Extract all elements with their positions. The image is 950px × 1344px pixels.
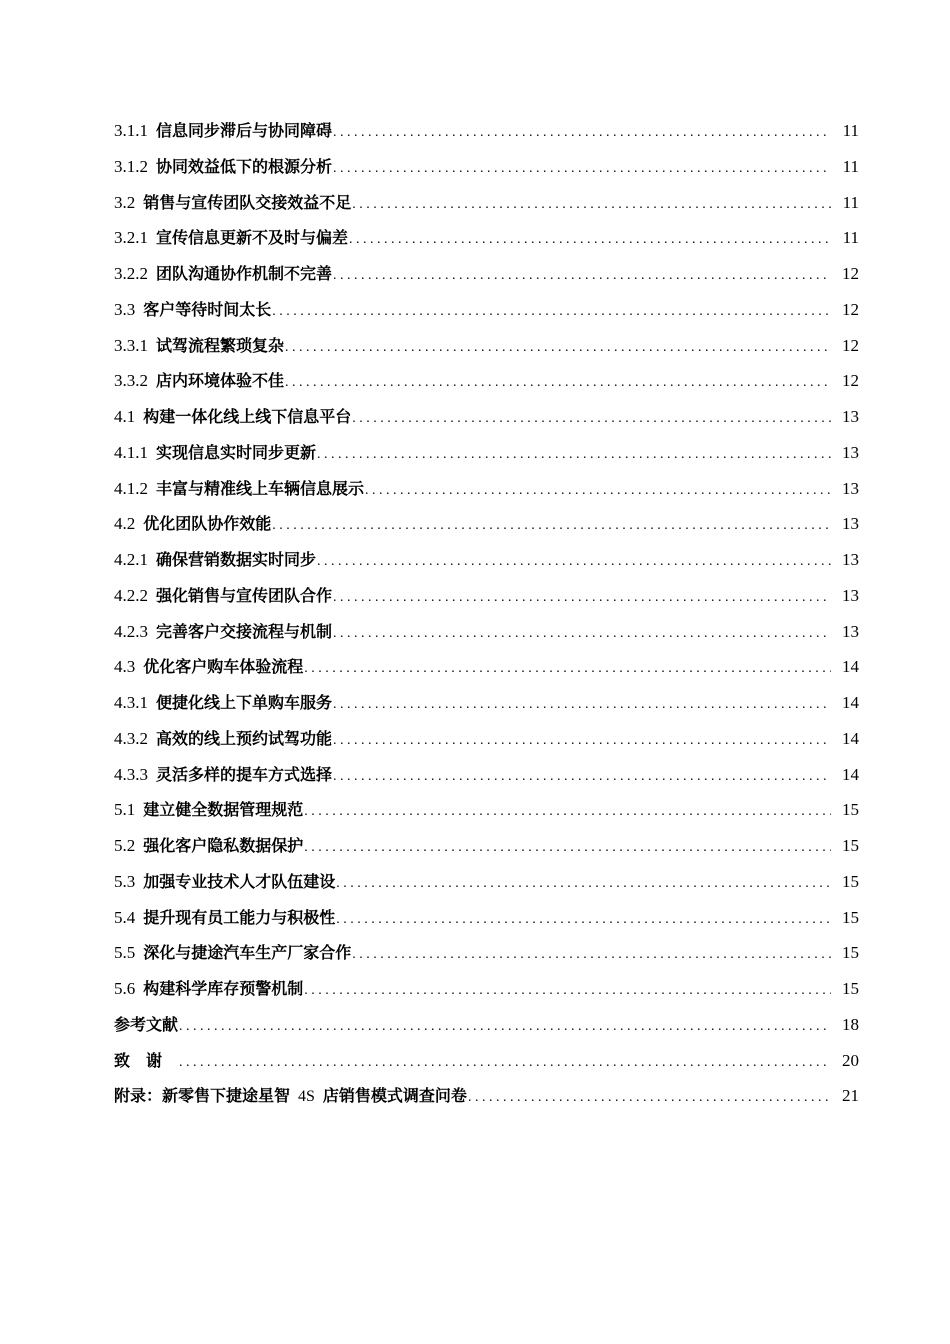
toc-dot-leader <box>333 580 831 616</box>
toc-dot-leader <box>352 401 831 437</box>
toc-section-number: 4.3.1 <box>114 693 148 712</box>
toc-entry[interactable] <box>114 614 859 650</box>
toc-section-number: 4.3 <box>114 657 136 677</box>
toc-dot-leader <box>272 508 831 544</box>
toc-entry[interactable] <box>114 935 859 971</box>
toc-section-number: 4.2.2 <box>114 585 148 605</box>
toc-section-number: 3.2 <box>114 192 136 212</box>
toc-page-number: 13 <box>842 621 859 641</box>
toc-entry[interactable] <box>114 792 859 828</box>
toc-page-number: 12 <box>842 299 859 319</box>
toc-section-number: 5.2 <box>114 836 136 855</box>
toc-appendix-prefix: 附录：新零售下捷途星智 <box>114 1086 291 1106</box>
toc-page-number: 13 <box>842 514 859 534</box>
toc-dot-leader <box>336 902 831 938</box>
toc-dot-leader <box>304 830 831 866</box>
toc-section-title: 强化销售与宣传团队合作 <box>156 585 333 605</box>
toc-section-number: 4.2.1 <box>114 550 148 569</box>
toc-section-title: 宣传信息更新不及时与偏差 <box>156 228 349 248</box>
toc-dot-leader <box>333 115 831 151</box>
toc-section-title: 试驾流程繁琐复杂 <box>156 335 285 355</box>
toc-page-number: 11 <box>842 121 859 140</box>
toc-section-number: 5.5 <box>114 943 136 963</box>
toc-appendix-code: 4S <box>298 1088 315 1106</box>
toc-dot-leader <box>336 866 831 902</box>
toc-section-number: 3.3.2 <box>114 371 148 391</box>
toc-section-title: 实现信息实时同步更新 <box>156 442 317 462</box>
toc-page-number: 20 <box>842 1050 859 1070</box>
toc-section-number: 4.2 <box>114 514 136 534</box>
toc-page-number: 15 <box>842 907 859 927</box>
toc-page-number: 13 <box>842 407 859 426</box>
toc-page-number: 11 <box>842 156 859 176</box>
toc-section-title: 优化团队协作效能 <box>143 514 272 534</box>
toc-section-number: 5.6 <box>114 979 136 998</box>
toc-entry[interactable] <box>114 506 859 542</box>
toc-entry[interactable] <box>114 649 859 685</box>
toc-section-number: 4.1 <box>114 407 136 426</box>
toc-section-number: 3.3 <box>114 299 136 319</box>
toc-entry[interactable] <box>114 113 859 149</box>
toc-page-number: 12 <box>842 264 859 283</box>
toc-section-title: 完善客户交接流程与机制 <box>156 621 333 641</box>
toc-entry[interactable] <box>114 256 859 292</box>
toc-dot-leader <box>352 187 831 223</box>
toc-section-number: 5.4 <box>114 907 136 927</box>
toc-section-number: 3.2.1 <box>114 228 148 248</box>
toc-page-number: 12 <box>842 371 859 391</box>
toc-dot-leader <box>272 294 831 330</box>
toc-section-number: 5.3 <box>114 871 136 891</box>
toc-page-number: 15 <box>842 836 859 855</box>
toc-dot-leader <box>365 473 831 509</box>
toc-entry[interactable] <box>114 149 859 185</box>
toc-dot-leader <box>304 973 831 1009</box>
toc-section-title: 优化客户购车体验流程 <box>143 657 304 677</box>
toc-entry[interactable] <box>114 328 859 364</box>
toc-section-title: 信息同步滞后与协同障碍 <box>156 121 333 140</box>
toc-page-number: 14 <box>842 764 859 784</box>
toc-section-title: 参考文献 <box>114 1014 179 1034</box>
toc-dot-leader <box>317 437 831 473</box>
toc-dot-leader <box>285 365 831 401</box>
toc-section-number: 3.3.1 <box>114 335 148 355</box>
toc-entry[interactable] <box>114 292 859 328</box>
toc-section-title: 店内环境体验不佳 <box>156 371 285 391</box>
toc-entry[interactable] <box>114 900 859 936</box>
toc-entry[interactable] <box>114 757 859 793</box>
toc-page-number: 11 <box>842 228 859 248</box>
toc-entry[interactable] <box>114 435 859 471</box>
toc-entry[interactable] <box>114 220 859 256</box>
toc-page-number: 13 <box>842 442 859 462</box>
toc-entry-acknowledgements[interactable] <box>114 1043 859 1079</box>
toc-page-number: 15 <box>842 943 859 963</box>
toc-dot-leader <box>317 544 831 580</box>
toc-page-number: 13 <box>842 478 859 498</box>
toc-section-title: 高效的线上预约试驾功能 <box>156 728 333 748</box>
toc-page-number: 14 <box>842 728 859 748</box>
toc-dot-leader <box>179 1045 831 1081</box>
toc-entry[interactable] <box>114 399 859 435</box>
toc-dot-leader <box>333 151 831 187</box>
toc-dot-leader <box>179 1009 831 1045</box>
toc-entry[interactable] <box>114 864 859 900</box>
toc-section-number: 5.1 <box>114 800 136 820</box>
toc-entry[interactable] <box>114 185 859 221</box>
toc-section-title: 建立健全数据管理规范 <box>143 800 304 820</box>
toc-page-number: 15 <box>842 871 859 891</box>
toc-page-number: 18 <box>842 1014 859 1034</box>
toc-entry[interactable] <box>114 471 859 507</box>
toc-dot-leader <box>304 651 831 687</box>
toc-entry[interactable] <box>114 685 859 721</box>
toc-section-title: 灵活多样的提车方式选择 <box>156 764 333 784</box>
toc-dot-leader <box>333 687 831 723</box>
toc-page-number: 12 <box>842 335 859 355</box>
toc-section-title: 深化与捷途汽车生产厂家合作 <box>143 943 352 963</box>
toc-dot-leader <box>333 258 831 294</box>
toc-section-title: 构建一体化线上线下信息平台 <box>143 407 352 426</box>
toc-appendix-title <box>114 1078 467 1115</box>
toc-entry-appendix[interactable] <box>114 1078 859 1114</box>
toc-entry[interactable] <box>114 721 859 757</box>
toc-dot-leader <box>333 759 831 795</box>
toc-section-number: 4.1.2 <box>114 478 148 498</box>
toc-section-title: 加强专业技术人才队伍建设 <box>143 871 336 891</box>
toc-entry[interactable] <box>114 542 859 578</box>
toc-section-number: 4.3.2 <box>114 728 148 748</box>
table-of-contents <box>114 113 859 1114</box>
toc-entry[interactable] <box>114 828 859 864</box>
toc-section-title: 团队沟通协作机制不完善 <box>156 264 333 283</box>
toc-dot-leader <box>349 222 831 258</box>
toc-dot-leader <box>304 794 831 830</box>
toc-dot-leader <box>352 937 831 973</box>
toc-page-number: 14 <box>842 693 859 712</box>
toc-appendix-suffix: 店销售模式调查问卷 <box>322 1086 467 1106</box>
toc-section-title: 便捷化线上下单购车服务 <box>156 693 333 712</box>
toc-dot-leader <box>285 330 831 366</box>
toc-section-title: 销售与宣传团队交接效益不足 <box>143 192 352 212</box>
toc-section-number: 4.2.3 <box>114 621 148 641</box>
toc-section-title: 确保营销数据实时同步 <box>156 550 317 569</box>
toc-dot-leader <box>468 1080 831 1116</box>
toc-page-number: 21 <box>842 1086 859 1106</box>
toc-section-number: 3.2.2 <box>114 264 148 283</box>
toc-section-title: 提升现有员工能力与积极性 <box>143 907 336 927</box>
toc-page-number: 13 <box>842 585 859 605</box>
toc-section-title: 丰富与精准线上车辆信息展示 <box>156 478 365 498</box>
toc-section-number: 4.1.1 <box>114 442 148 462</box>
toc-page-number: 13 <box>842 550 859 569</box>
toc-entry[interactable] <box>114 971 859 1007</box>
toc-entry-references[interactable] <box>114 1007 859 1043</box>
toc-dot-leader <box>333 616 831 652</box>
toc-entry[interactable] <box>114 363 859 399</box>
toc-section-title: 客户等待时间太长 <box>143 299 272 319</box>
toc-dot-leader <box>333 723 831 759</box>
toc-page-number: 15 <box>842 800 859 820</box>
toc-section-title: 构建科学库存预警机制 <box>143 979 304 998</box>
toc-section-number: 4.3.3 <box>114 764 148 784</box>
toc-section-title: 致谢 <box>114 1050 179 1070</box>
toc-section-title: 强化客户隐私数据保护 <box>143 836 304 855</box>
toc-page-number: 14 <box>842 657 859 677</box>
toc-page-number: 11 <box>842 192 859 212</box>
toc-entry[interactable] <box>114 578 859 614</box>
toc-section-number: 3.1.1 <box>114 121 148 140</box>
toc-page-number: 15 <box>842 979 859 998</box>
toc-section-number: 3.1.2 <box>114 156 148 176</box>
toc-section-title: 协同效益低下的根源分析 <box>156 156 333 176</box>
